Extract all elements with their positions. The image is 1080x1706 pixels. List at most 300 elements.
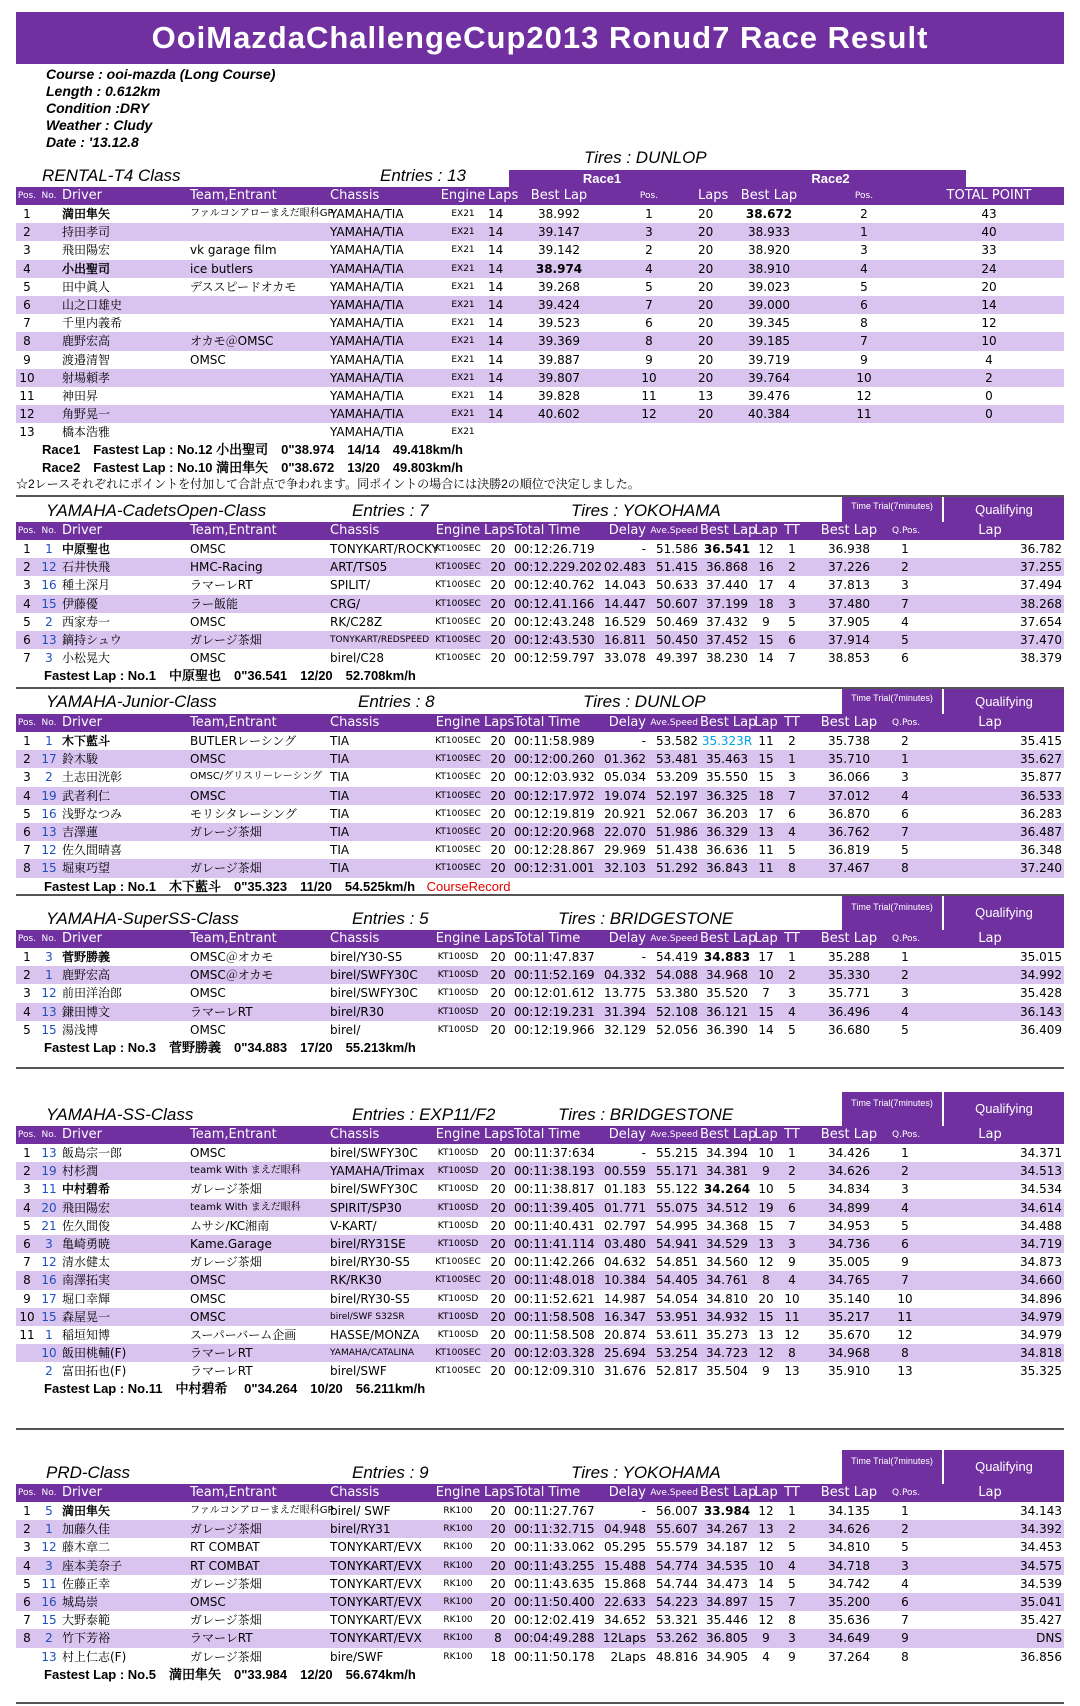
column-header: Best Lap	[700, 1127, 757, 1142]
table-cell: 中村碧希	[62, 1182, 111, 1197]
table-cell: TONYKART/ROCKY	[330, 542, 439, 556]
table-cell: RK100	[443, 1615, 473, 1626]
table-cell: KT100SEC	[435, 772, 481, 783]
table-cell: 20	[490, 752, 506, 767]
table-cell: 55.579	[656, 1540, 698, 1555]
table-cell: 39.023	[748, 279, 790, 294]
table-cell: 7	[23, 316, 31, 331]
table-cell: 20.874	[604, 1327, 646, 1342]
table-cell: 2	[788, 560, 796, 575]
column-header: Total Time	[514, 1485, 581, 1500]
table-cell: 39.523	[538, 316, 580, 331]
table-cell: 00:11:32.715	[514, 1522, 595, 1537]
table-cell: 20	[490, 788, 506, 803]
table-cell: KT100SEC	[435, 1257, 481, 1268]
table-cell: 13	[758, 1327, 774, 1342]
table-cell: ガレージ茶畑	[190, 1649, 262, 1664]
table-cell: 00:12:03.932	[514, 770, 595, 785]
table-cell: OMSC	[190, 352, 226, 367]
table-cell: 菅野勝義	[62, 950, 111, 964]
table-cell: ガレージ茶畑	[190, 1522, 262, 1537]
table-cell: 36.533	[1020, 788, 1062, 803]
column-header: Delay	[608, 931, 646, 946]
entries: Entries : 9	[352, 1463, 429, 1482]
table-cell: 13	[758, 824, 774, 839]
table-cell: 00:11:38.817	[514, 1182, 595, 1197]
column-header: Total Time	[514, 523, 581, 538]
table-cell: YAMAHA/TIA	[330, 207, 404, 221]
table-cell: 神田昇	[62, 388, 99, 403]
table-cell: 6	[901, 1594, 909, 1609]
table-cell: 35.330	[828, 968, 870, 983]
table-cell: 3	[788, 1236, 796, 1251]
table-row	[16, 332, 1064, 350]
table-cell: SPIRIT/SP30	[330, 1200, 402, 1215]
column-header: Pos.	[17, 526, 37, 536]
table-cell: 7	[23, 1613, 31, 1628]
table-cell: -	[641, 950, 646, 964]
table-cell: 00:11:42.266	[514, 1255, 595, 1270]
column-header: Delay	[608, 1485, 646, 1500]
table-cell: 53.951	[656, 1309, 698, 1324]
table-cell: 35.273	[706, 1327, 748, 1342]
table-cell: SPILIT/	[330, 578, 370, 593]
table-cell: 00:11:58.508	[514, 1327, 595, 1342]
table-cell: KT100SEC	[435, 863, 481, 874]
rental-results-table	[16, 187, 1064, 441]
table-cell: 00:11:58.989	[514, 734, 595, 748]
table-cell: 3	[23, 243, 31, 258]
table-cell: birel/SWFY30C	[330, 968, 418, 983]
table-cell: OMSC	[190, 788, 226, 803]
table-cell: 12	[758, 1255, 774, 1270]
table-cell: 20	[698, 225, 714, 240]
divider	[16, 1067, 1064, 1069]
table-cell: Kame.Garage	[190, 1236, 272, 1251]
table-cell: 54.995	[656, 1218, 698, 1233]
header-row	[16, 930, 1064, 948]
table-cell: vk garage film	[190, 243, 277, 258]
table-cell: 53.380	[656, 986, 698, 1001]
table-cell: 13	[897, 1364, 913, 1379]
table-cell: 1	[23, 542, 31, 556]
table-cell: -	[641, 734, 646, 748]
table-cell: 14	[488, 279, 504, 294]
table-cell: 武者利仁	[62, 788, 111, 803]
table-cell: 54.223	[656, 1594, 698, 1609]
table-cell: YAMAHA/TIA	[330, 261, 404, 276]
table-cell: HASSE/MONZA	[330, 1327, 420, 1342]
table-cell: 19.074	[604, 788, 646, 803]
table-row	[16, 1003, 1064, 1021]
table-cell: TONYKART/EVX	[330, 1558, 422, 1573]
table-cell: 00:11:52.621	[514, 1291, 595, 1306]
table-cell: 3	[23, 770, 31, 785]
table-cell: 9	[762, 1164, 770, 1179]
table-cell: 16	[41, 1273, 57, 1288]
table-cell: 加藤久佳	[62, 1522, 111, 1537]
time-trial-header: Time Trial(7minutes)	[842, 896, 942, 930]
table-cell: 6	[788, 1200, 796, 1215]
table-cell: 1	[901, 1504, 909, 1518]
table-cell: 56.007	[656, 1504, 698, 1518]
table-cell: 12	[758, 1540, 774, 1555]
table-cell: 20	[490, 542, 506, 556]
table-cell: KT100SEC	[435, 736, 481, 746]
table-cell: 20	[490, 1504, 506, 1518]
table-cell: 3	[45, 1236, 53, 1251]
table-cell: 3	[901, 1182, 909, 1197]
table-cell: 0	[985, 407, 993, 422]
table-cell: 00:11:50.178	[514, 1649, 595, 1664]
table-cell: RK/RK30	[330, 1273, 382, 1288]
table-cell: 10	[19, 1309, 35, 1324]
table-cell: 8	[901, 1649, 909, 1664]
table-cell: 12	[41, 986, 57, 1001]
table-cell: 34.371	[1020, 1146, 1062, 1160]
table-cell: OMSC＠オカモ	[190, 968, 274, 983]
table-cell: 15	[41, 596, 57, 611]
table-cell: 12	[41, 1540, 57, 1555]
table-cell: 14	[488, 370, 504, 385]
table-cell: 20	[490, 614, 506, 629]
table-cell: 15	[41, 1613, 57, 1628]
table-cell: ガレージ茶畑	[190, 1255, 262, 1270]
table-cell: 00:12:20.968	[514, 824, 595, 839]
table-cell: birel/Y30-S5	[330, 950, 403, 964]
table-cell: 20	[698, 316, 714, 331]
table-cell: 00:12:01.612	[514, 986, 595, 1001]
table-cell: 54.941	[656, 1236, 698, 1251]
table-row	[16, 1021, 1064, 1039]
table-cell: 54.405	[656, 1273, 698, 1288]
table-cell: 15	[758, 632, 774, 647]
table-cell: 佐藤正幸	[62, 1576, 111, 1591]
table-cell: 00:11:33.062	[514, 1540, 595, 1555]
table-cell: 1	[788, 950, 796, 964]
table-cell: 4	[23, 1558, 31, 1573]
table-cell: 35.738	[828, 734, 870, 748]
column-header: Pos.	[854, 191, 874, 201]
table-cell: 11	[758, 843, 774, 858]
table-cell: 16	[41, 578, 57, 593]
table-cell: 43	[981, 207, 997, 221]
table-row	[16, 1253, 1064, 1271]
table-row	[16, 558, 1064, 576]
table-cell: TONYKART/EVX	[330, 1594, 422, 1609]
table-cell: 00:11:37:634	[514, 1146, 595, 1160]
table-cell: 20	[490, 770, 506, 785]
table-cell: 16	[41, 806, 57, 821]
table-cell: 10	[758, 968, 774, 983]
column-header: No.	[41, 191, 57, 201]
table-cell: 6	[788, 632, 796, 647]
table-cell: 37.480	[828, 596, 870, 611]
table-cell: 36.325	[706, 788, 748, 803]
table-cell: 1	[788, 542, 796, 556]
table-cell: YAMAHA/TIA	[330, 297, 404, 312]
table-cell: YAMAHA/TIA	[330, 316, 404, 331]
table-cell: 00:11:48.018	[514, 1273, 595, 1288]
table-cell: TIA	[330, 824, 350, 839]
table-cell: 34.953	[828, 1218, 870, 1233]
table-cell: -	[641, 1146, 646, 1160]
table-cell: 35.427	[1020, 1613, 1062, 1628]
table-cell: 3	[45, 950, 53, 964]
table-cell: 11	[758, 861, 774, 876]
table-row	[16, 223, 1064, 241]
column-header: Ave.Speed	[650, 934, 698, 944]
table-cell: 3	[901, 1558, 909, 1573]
table-cell: 1	[860, 225, 868, 240]
table-cell: 36.843	[706, 861, 748, 876]
table-cell: 9	[23, 1291, 31, 1306]
table-cell: 20	[490, 651, 506, 666]
table-cell: 37.240	[1020, 861, 1062, 876]
table-cell: RK/C28Z	[330, 614, 383, 629]
table-cell: 38.853	[828, 651, 870, 666]
table-cell: birel/RY30-S5	[330, 1255, 411, 1270]
table-cell: 2	[45, 1364, 53, 1379]
table-cell: 2	[860, 207, 868, 221]
table-cell: 11	[19, 388, 35, 403]
time-trial-header: Time Trial(7minutes)	[842, 497, 942, 522]
table-cell: 34.426	[828, 1146, 870, 1160]
table-cell: 15.868	[604, 1576, 646, 1591]
table-cell: 21	[41, 1218, 57, 1233]
table-cell: 飯田桃輔(F)	[62, 1346, 127, 1361]
table-cell: 14	[488, 225, 504, 240]
table-cell: 5	[23, 806, 31, 821]
table-cell: 34.899	[828, 1200, 870, 1215]
table-cell: 53.209	[656, 770, 698, 785]
table-cell: 6	[23, 824, 31, 839]
column-header: Lap	[754, 1485, 778, 1500]
table-cell: 7	[788, 1218, 796, 1233]
table-cell: 20	[698, 243, 714, 258]
column-header: Lap	[978, 715, 1002, 730]
table-row	[16, 841, 1064, 859]
table-cell: RK100	[443, 1542, 473, 1553]
table-cell: 7	[901, 1273, 909, 1288]
table-cell: 00:12:59.797	[514, 651, 595, 666]
table-cell: TONYKART/EVX	[330, 1576, 422, 1591]
table-cell: 2	[23, 560, 31, 575]
table-cell: EX21	[451, 372, 475, 383]
table-cell: 10	[856, 370, 872, 385]
table-cell: OMSC	[190, 1022, 226, 1037]
table-cell: 34.368	[706, 1218, 748, 1233]
table-cell: RK100	[443, 1633, 473, 1644]
table-cell: 35.325	[1020, 1364, 1062, 1379]
table-cell: KT100SD	[437, 1166, 479, 1177]
table-cell: 34.660	[1020, 1273, 1062, 1288]
table-cell: 6	[23, 1594, 31, 1609]
table-cell: 6	[645, 316, 653, 331]
table-cell: 37.012	[828, 788, 870, 803]
table-cell: 15	[758, 1218, 774, 1233]
page-title: OoiMazdaChallengeCup2013 Ronud7 Race Result	[16, 12, 1064, 64]
table-cell: 36.283	[1020, 806, 1062, 821]
table-cell: 33.078	[604, 651, 646, 666]
table-cell: 36.938	[828, 542, 870, 556]
table-cell: 20	[490, 1309, 506, 1324]
column-header: Engine	[440, 188, 486, 203]
table-cell: 35.627	[1020, 752, 1062, 767]
table-cell: 鏑持シュウ	[62, 632, 122, 647]
table-cell: 39.142	[538, 243, 580, 258]
table-cell: 城島崇	[62, 1594, 99, 1609]
table-cell: 18	[490, 1649, 506, 1664]
column-header: Team,Entrant	[190, 1127, 277, 1142]
table-cell: 13	[784, 1364, 800, 1379]
table-cell: 35.463	[706, 752, 748, 767]
table-row	[16, 1199, 1064, 1217]
table-cell: 中原聖也	[62, 542, 111, 556]
table-cell: 堀口幸輝	[62, 1291, 111, 1306]
table-cell: 座本美奈子	[62, 1558, 123, 1573]
table-cell: YAMAHA/CATALINA	[330, 1348, 415, 1359]
table-cell: 36.496	[828, 1004, 870, 1019]
table-cell: 36.390	[706, 1022, 748, 1037]
table-cell: ガレージ茶畑	[190, 1613, 262, 1628]
column-header: Team,Entrant	[190, 523, 277, 538]
column-header: Ave.Speed	[650, 1130, 698, 1140]
table-cell: 14	[488, 352, 504, 367]
table-cell: 9	[645, 352, 653, 367]
table-cell: 4	[901, 788, 909, 803]
table-cell: 51.586	[656, 542, 698, 556]
table-cell: 00:12:26.719	[514, 542, 595, 556]
table-cell: 2	[645, 243, 653, 258]
table-cell: 8	[23, 1631, 31, 1646]
table-cell: 2	[23, 752, 31, 767]
table-cell: 森屋晃一	[62, 1309, 111, 1324]
table-cell: 34.873	[1020, 1255, 1062, 1270]
table-cell: 4	[901, 1200, 909, 1215]
table-row	[16, 1538, 1064, 1556]
table-cell: 54.774	[656, 1558, 698, 1573]
table-cell: 53.481	[656, 752, 698, 767]
table-cell: 1	[45, 968, 53, 983]
table-cell: EX21	[451, 281, 475, 292]
table-cell: 13	[758, 1236, 774, 1251]
table-row	[16, 1235, 1064, 1253]
table-cell: 32.103	[604, 861, 646, 876]
table-cell: OMSC	[190, 1273, 226, 1288]
table-cell: 竹下芳裕	[62, 1631, 111, 1646]
table-cell: 20	[490, 950, 506, 964]
length-text: Length : 0.612km	[46, 83, 161, 99]
table-cell: KT100SEC	[435, 1275, 481, 1286]
table-cell: 18	[758, 596, 774, 611]
table-cell: 13	[41, 1649, 57, 1664]
column-header: No.	[41, 1130, 57, 1140]
table-cell: 20	[698, 352, 714, 367]
table-cell: 1	[45, 542, 53, 556]
table-cell: 14	[488, 297, 504, 312]
table-cell: 2	[23, 968, 31, 983]
table-cell: 19	[41, 1164, 57, 1179]
table-cell: 37.467	[828, 861, 870, 876]
table-cell: 1	[901, 950, 909, 964]
prd-results-table	[16, 1484, 1064, 1666]
table-cell: 34.626	[828, 1522, 870, 1537]
table-cell: 35.140	[828, 1291, 870, 1306]
class-name: YAMAHA-CadetsOpen-Class	[46, 501, 267, 520]
table-cell: 37.199	[706, 596, 748, 611]
table-cell: 00.559	[604, 1164, 646, 1179]
table-cell: 10	[897, 1291, 913, 1306]
table-cell: 20	[490, 1273, 506, 1288]
table-cell: ART/TS05	[330, 560, 388, 575]
table-cell: 10	[784, 1291, 800, 1306]
table-cell: 35.446	[706, 1613, 748, 1628]
table-cell: 13	[698, 388, 714, 403]
table-cell: 34.723	[706, 1346, 748, 1361]
table-cell: 22.633	[604, 1594, 646, 1609]
table-row	[16, 1648, 1064, 1666]
table-cell: 37.654	[1020, 614, 1062, 629]
superss-class-section	[16, 896, 1064, 1057]
table-cell: OMSC	[190, 651, 226, 666]
table-cell: 14	[488, 243, 504, 258]
table-cell: 36.782	[1020, 542, 1062, 556]
table-cell: 04.948	[604, 1522, 646, 1537]
table-cell: 38.920	[748, 243, 790, 258]
table-cell: 39.828	[538, 388, 580, 403]
table-cell: 11	[41, 1576, 57, 1591]
table-cell: 54.054	[656, 1291, 698, 1306]
header-row	[16, 1126, 1064, 1144]
table-row	[16, 823, 1064, 841]
table-cell: 34.818	[1020, 1346, 1062, 1361]
table-cell: 53.611	[656, 1327, 698, 1342]
table-cell: 4	[23, 596, 31, 611]
table-cell: 13	[41, 1146, 57, 1160]
table-cell: birel/RY30-S5	[330, 1291, 411, 1306]
table-row	[16, 369, 1064, 387]
table-cell: 藤木章二	[62, 1540, 111, 1555]
table-cell: 04.632	[604, 1255, 646, 1270]
table-cell: 36.819	[828, 843, 870, 858]
column-header: Driver	[62, 931, 103, 946]
table-cell: 3	[23, 1182, 31, 1197]
header-row	[16, 522, 1064, 540]
table-cell: 00:12:31.001	[514, 861, 595, 876]
table-cell: 39.764	[748, 370, 790, 385]
table-cell: 20	[490, 578, 506, 593]
table-cell: 20	[490, 1522, 506, 1537]
class-name: YAMAHA-SuperSS-Class	[46, 909, 239, 928]
table-cell: 12	[758, 1504, 774, 1518]
table-cell: 6	[23, 297, 31, 312]
table-cell: 16.347	[604, 1309, 646, 1324]
table-cell: 35.428	[1020, 986, 1062, 1001]
table-cell: 35.504	[706, 1364, 748, 1379]
qualifying-header: Qualifying	[944, 497, 1064, 522]
table-cell: 14	[488, 388, 504, 403]
column-header: TOTAL POINT	[946, 188, 1032, 203]
column-header: Q.Pos.	[892, 718, 921, 728]
header-row	[16, 187, 1064, 205]
table-cell: 34.513	[1020, 1164, 1062, 1179]
table-cell: 1	[23, 1504, 31, 1518]
column-header: Pos.	[17, 934, 37, 944]
fastest-lap: Fastest Lap : No.11 中村碧希 0"34.264 10/20 56.211km/h	[44, 1381, 426, 1397]
table-cell: 34.718	[828, 1558, 870, 1573]
table-cell: ガレージ茶畑	[190, 824, 262, 839]
